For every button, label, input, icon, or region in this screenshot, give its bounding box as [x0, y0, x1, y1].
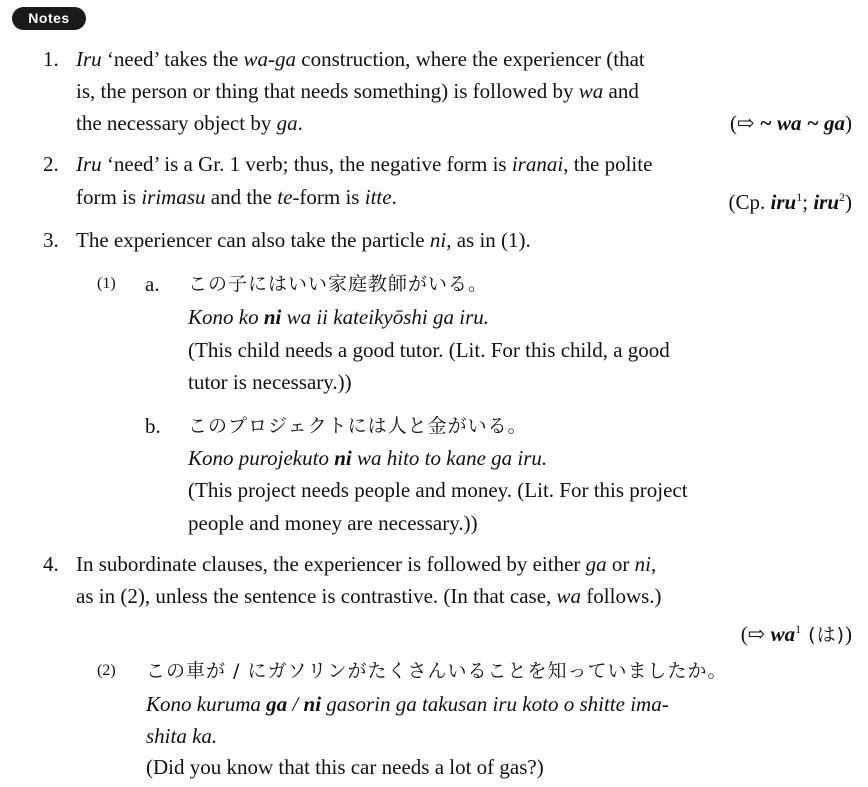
note-4-line-1: In subordinate clauses, the experiencer is followed by either ga or ni,: [76, 552, 657, 576]
note-2-line-2: form is irimasu and the te-form is itte.: [76, 185, 397, 209]
note-1-line-3: the necessary object by ga.: [76, 111, 303, 135]
example-2-label: (2): [97, 662, 116, 679]
example-1b-label: b.: [145, 414, 161, 438]
note-4-number: 4.: [43, 552, 59, 576]
example-1b-japanese: このプロジェクトには人と金がいる。: [188, 415, 528, 437]
example-1b-translation-2: people and money are necessary.)): [188, 511, 478, 535]
example-2-japanese: この車が / にガソリンがたくさんいることを知っていましたか。: [146, 660, 728, 682]
notes-badge: Notes: [12, 7, 86, 30]
note-1-line-1: Iru ‘need’ takes the wa-ga construction, where the experiencer (that: [76, 47, 645, 71]
note-4-crossref: (⇨ $wa^1$ (は)): [740, 622, 852, 646]
example-2-romaji-1: Kono kuruma ga / ni gasorin ga takusan iru koto o shitte ima-: [146, 692, 669, 716]
note-2-line-1: Iru ‘need’ is a Gr. 1 verb; thus, the negative form is iranai, the polite: [76, 152, 653, 176]
example-1b-translation-1: (This project needs people and money. (Lit. For this project: [188, 478, 688, 502]
example-2-translation: (Did you know that this car needs a lot of gas?): [146, 755, 544, 779]
note-2-number: 2.: [43, 152, 59, 176]
note-1-line-2: is, the person or thing that needs something) is followed by wa and: [76, 79, 639, 103]
example-1a-romaji: Kono ko ni wa ii kateikyōshi ga iru.: [188, 305, 489, 329]
example-1-label: (1): [97, 275, 116, 292]
note-1-number: 1.: [43, 47, 59, 71]
note-4-line-2: as in (2), unless the sentence is contrastive. (In that case, wa follows.): [76, 584, 662, 608]
example-1b-romaji: Kono purojekuto ni wa hito to kane ga iru.: [188, 446, 548, 470]
note-3-line-1: The experiencer can also take the particle ni, as in (1).: [76, 228, 531, 252]
example-1a-label: a.: [145, 272, 160, 296]
example-1a-translation-1: (This child needs a good tutor. (Lit. For this child, a good: [188, 338, 670, 362]
note-3-number: 3.: [43, 228, 59, 252]
example-2-romaji-2: shita ka.: [146, 724, 218, 748]
note-1-crossref: (⇨ ~ wa ~ ga): [729, 111, 852, 135]
note-2-crossref: (Cp. iru$^1$; iru$^2$): [728, 190, 852, 214]
example-1a-translation-2: tutor is necessary.)): [188, 370, 352, 394]
example-1a-japanese: この子にはいい家庭教師がいる。: [188, 273, 489, 295]
